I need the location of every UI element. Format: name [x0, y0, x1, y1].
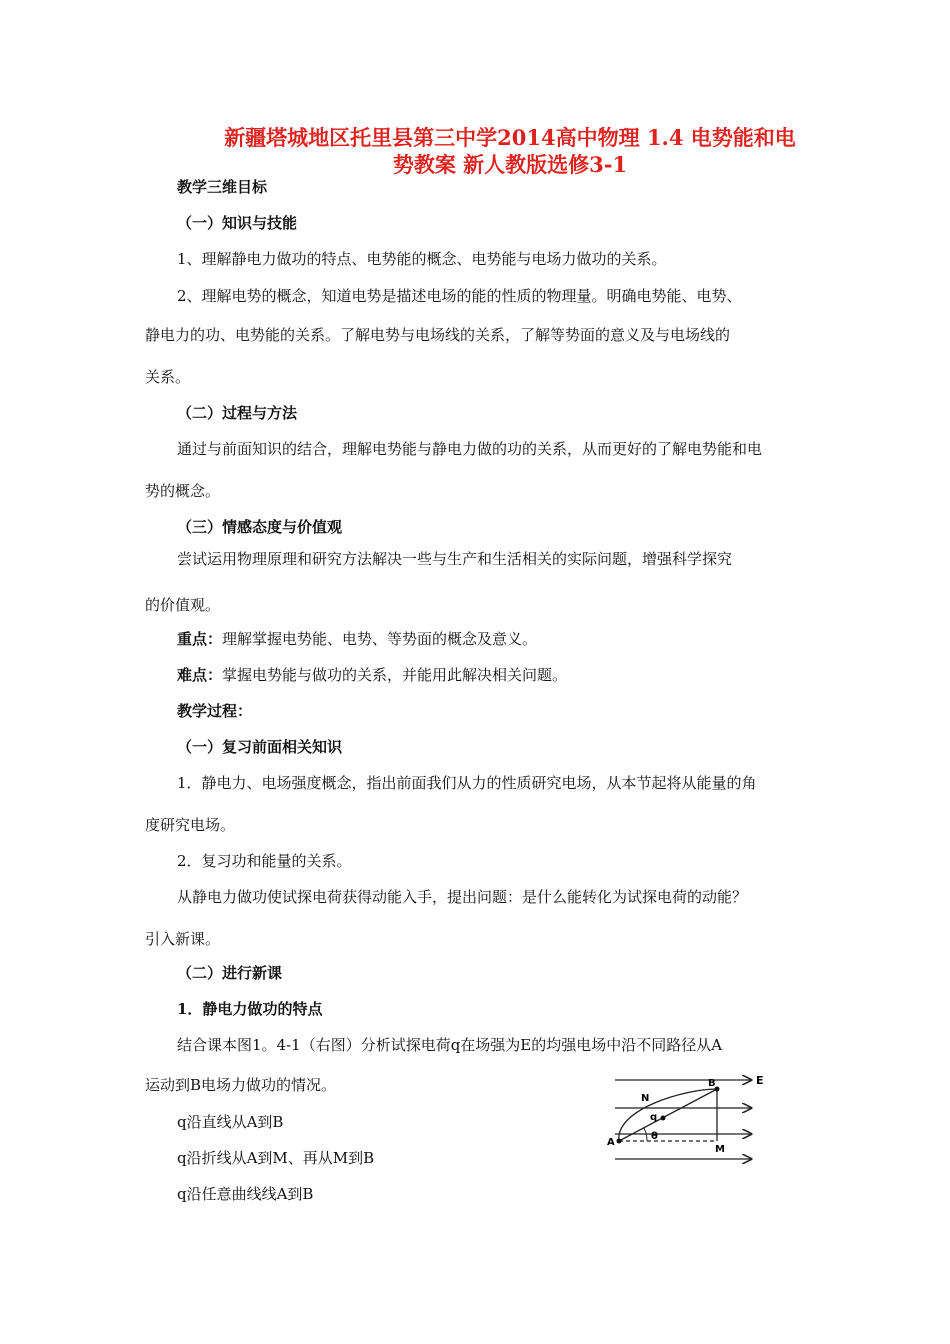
- review-item-1-line-2: 度研究电场。: [145, 816, 236, 834]
- process-text-line-2: 势的概念。: [145, 482, 221, 500]
- label-n: N: [641, 1093, 650, 1104]
- heading-section-1: 1．静电力做功的特点: [177, 1000, 323, 1018]
- attitude-text-line-1: 尝试运用物理原理和研究方法解决一些与生产和生活相关的实际问题，增强科学探究: [177, 550, 733, 568]
- knowledge-item-2-line-2: 静电力的功、电势能的关系。了解电势与电场线的关系，了解等势面的意义及与电场线的: [145, 326, 731, 344]
- knowledge-item-2-line-3: 关系。: [145, 368, 191, 386]
- heading-teaching-goals: 教学三维目标: [177, 178, 268, 196]
- point-a: [617, 1139, 622, 1144]
- label-theta: θ: [651, 1131, 658, 1142]
- heading-new-lesson: （二）进行新课: [177, 964, 283, 982]
- review-item-3-line-2: 引入新课。: [145, 930, 221, 948]
- key-point-label: 重点：: [177, 630, 223, 648]
- difficulty-text: 掌握电势能与做功的关系，并能用此解决相关问题。: [222, 666, 568, 684]
- path-curve: q沿任意曲线线A到B: [177, 1185, 314, 1203]
- key-point: [177, 629, 537, 649]
- label-a: A: [607, 1137, 615, 1148]
- section-1-text-line-2: 运动到B电场力做功的情况。: [145, 1076, 337, 1094]
- label-e: E: [756, 1074, 764, 1087]
- label-q: q: [650, 1112, 658, 1123]
- heading-process-method: （二）过程与方法: [177, 404, 298, 422]
- heading-teaching-process: 教学过程：: [177, 702, 253, 720]
- review-item-1-line-1: 1．静电力、电场强度概念，指出前面我们从力的性质研究电场，从本节起将从能量的角: [177, 774, 757, 792]
- key-point-text: 理解掌握电势能、电势、等势面的概念及意义。: [222, 630, 538, 648]
- path-straight: q沿直线从A到B: [177, 1113, 284, 1131]
- knowledge-item-2-line-1: 2、理解电势的概念，知道电势是描述电场的能的性质的物理量。明确电势能、电势、: [177, 287, 742, 305]
- title-line-2: 势教案 新人教版选修3-1: [392, 152, 628, 177]
- title-line-1: 新疆塔城地区托里县第三中学2014高中物理 1.4 电势能和电: [224, 125, 796, 150]
- document-title: [190, 124, 830, 178]
- heading-attitude: （三）情感态度与价值观: [177, 518, 343, 536]
- heading-review: （一）复习前面相关知识: [177, 738, 343, 756]
- difficulty-point: [177, 665, 567, 685]
- difficulty-label: 难点：: [177, 666, 223, 684]
- path-polyline: q沿折线从A到M、再从M到B: [177, 1149, 375, 1167]
- charge-q: [661, 1116, 666, 1121]
- section-1-text-line-1: 结合课本图1。4-1（右图）分析试探电荷q在场强为E的均强电场中沿不同路径从A: [177, 1036, 723, 1054]
- label-b: B: [708, 1078, 716, 1089]
- heading-knowledge: （一）知识与技能: [177, 214, 298, 232]
- electric-field-figure: [605, 1069, 775, 1169]
- label-m: M: [715, 1144, 725, 1155]
- review-item-2: 2．复习功和能量的关系。: [177, 852, 352, 870]
- attitude-text-line-2: 的价值观。: [145, 596, 221, 614]
- review-item-3-line-1: 从静电力做功使试探电荷获得动能入手，提出问题：是什么能转化为试探电荷的动能？: [177, 888, 748, 906]
- process-text-line-1: 通过与前面知识的结合，理解电势能与静电力做的功的关系，从而更好的了解电势能和电: [177, 440, 763, 458]
- knowledge-item-1: 1、理解静电力做功的特点、电势能的概念、电势能与电场力做功的关系。: [177, 250, 667, 268]
